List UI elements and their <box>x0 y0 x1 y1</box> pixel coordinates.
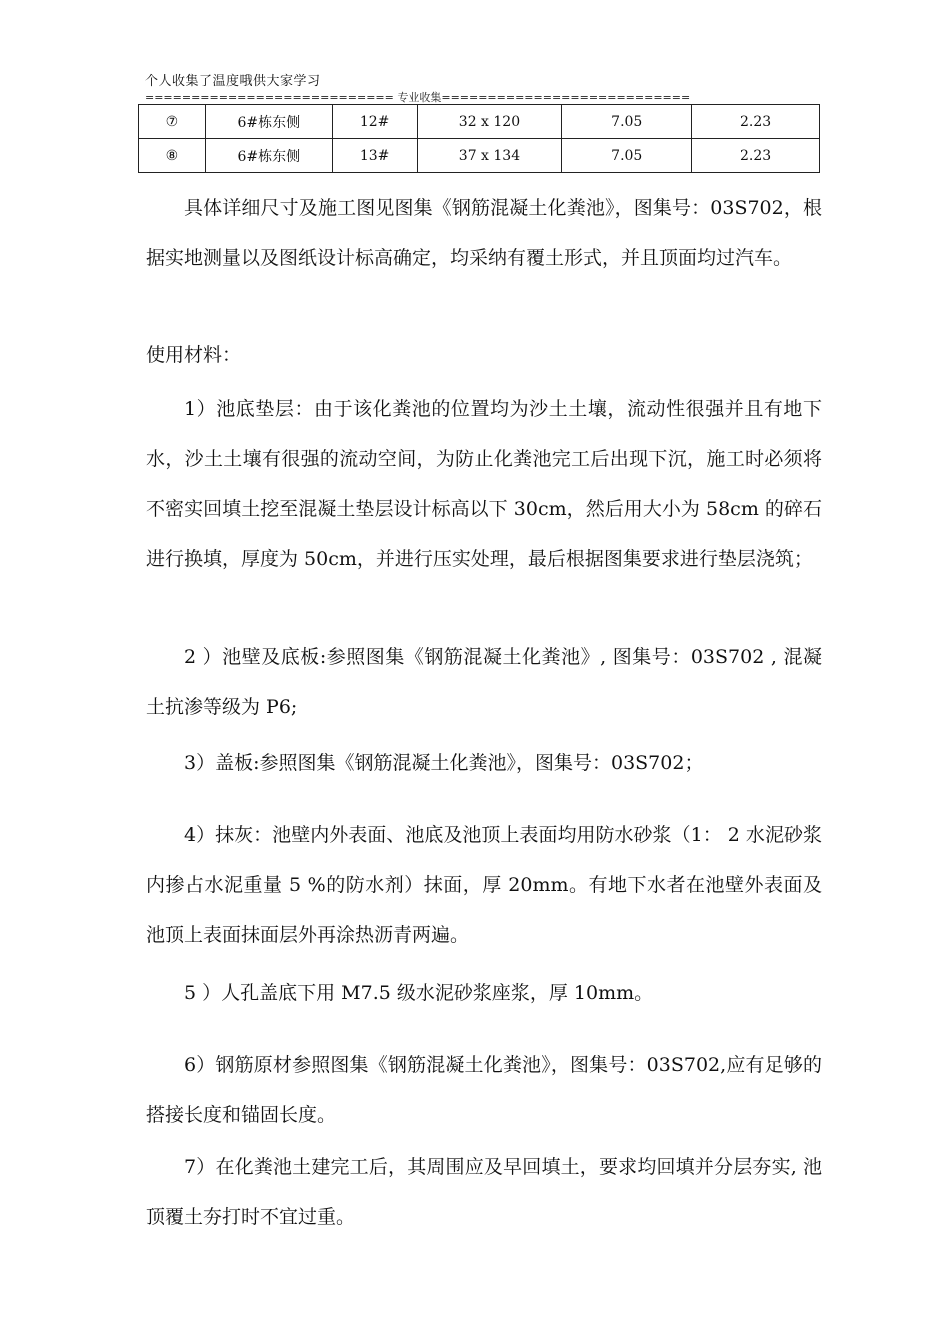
table-row <box>139 139 820 173</box>
item-2-paragraph: 2 ）池壁及底板:参照图集《钢筋混凝土化粪池》, 图集号：03S702 , 混凝土抗渗等级为 P6; <box>146 646 822 718</box>
page-header-divider: =========================== 专业收集=========================== <box>145 91 691 104</box>
table-cell-size: 37 x 134 <box>417 139 562 173</box>
table-cell-number: 13# <box>332 139 417 173</box>
table-cell-size: 32 x 120 <box>417 105 562 139</box>
materials-heading: 使用材料： <box>146 344 242 366</box>
table-cell-location: 6#栋东侧 <box>205 105 332 139</box>
table-cell-value-b: 2.23 <box>692 105 820 139</box>
table-row <box>139 105 820 139</box>
table-cell-value-a: 7.05 <box>562 139 692 173</box>
spec-table <box>138 104 820 173</box>
item-6-paragraph: 6）钢筋原材参照图集《钢筋混凝土化粪池》，图集号：03S702,应有足够的搭接长度和锚固长度。 <box>146 1054 822 1126</box>
table-cell-number: 12# <box>332 105 417 139</box>
table-cell-value-b: 2.23 <box>692 139 820 173</box>
item-1-paragraph: 1）池底垫层：由于该化粪池的位置均为沙土土壤，流动性很强并且有地下水，沙土土壤有很强的流动空间，为防止化粪池完工后出现下沉，施工时必须将不密实回填土挖至混凝土垫层设计标高以下 30cm，然后用大小为 58cm 的碎石进行换填，厚度为 50cm，并进行压实处理，最后根据图集要求进行垫层浇筑； <box>146 398 822 570</box>
intro-paragraph: 具体详细尺寸及施工图见图集《钢筋混凝土化粪池》，图集号：03S702，根据实地测量以及图纸设计标高确定，均采纳有覆土形式，并且顶面均过汽车。 <box>146 197 822 269</box>
table-cell-location: 6#栋东侧 <box>205 139 332 173</box>
item-5-paragraph: 5 ）人孔盖底下用 M7.5 级水泥砂浆座浆，厚 10mm。 <box>184 982 654 1004</box>
item-3-paragraph: 3）盖板:参照图集《钢筋混凝土化粪池》，图集号：03S702； <box>184 752 704 774</box>
item-4-paragraph: 4）抹灰：池壁内外表面、池底及池顶上表面均用防水砂浆（1： 2 水泥砂浆内掺占水泥重量 5 %的防水剂）抹面，厚 20mm。有地下水者在池壁外表面及池顶上表面抹面层外再涂热沥青两遍。 <box>146 824 822 946</box>
table-cell-index: ⑧ <box>139 139 206 173</box>
page-header-text: 个人收集了温度哦供大家学习 <box>145 74 321 89</box>
table-cell-index: ⑦ <box>139 105 206 139</box>
item-7-paragraph: 7）在化粪池土建完工后，其周围应及早回填土，要求均回填并分层夯实, 池顶覆土夯打时不宜过重。 <box>146 1156 822 1228</box>
table-cell-value-a: 7.05 <box>562 105 692 139</box>
